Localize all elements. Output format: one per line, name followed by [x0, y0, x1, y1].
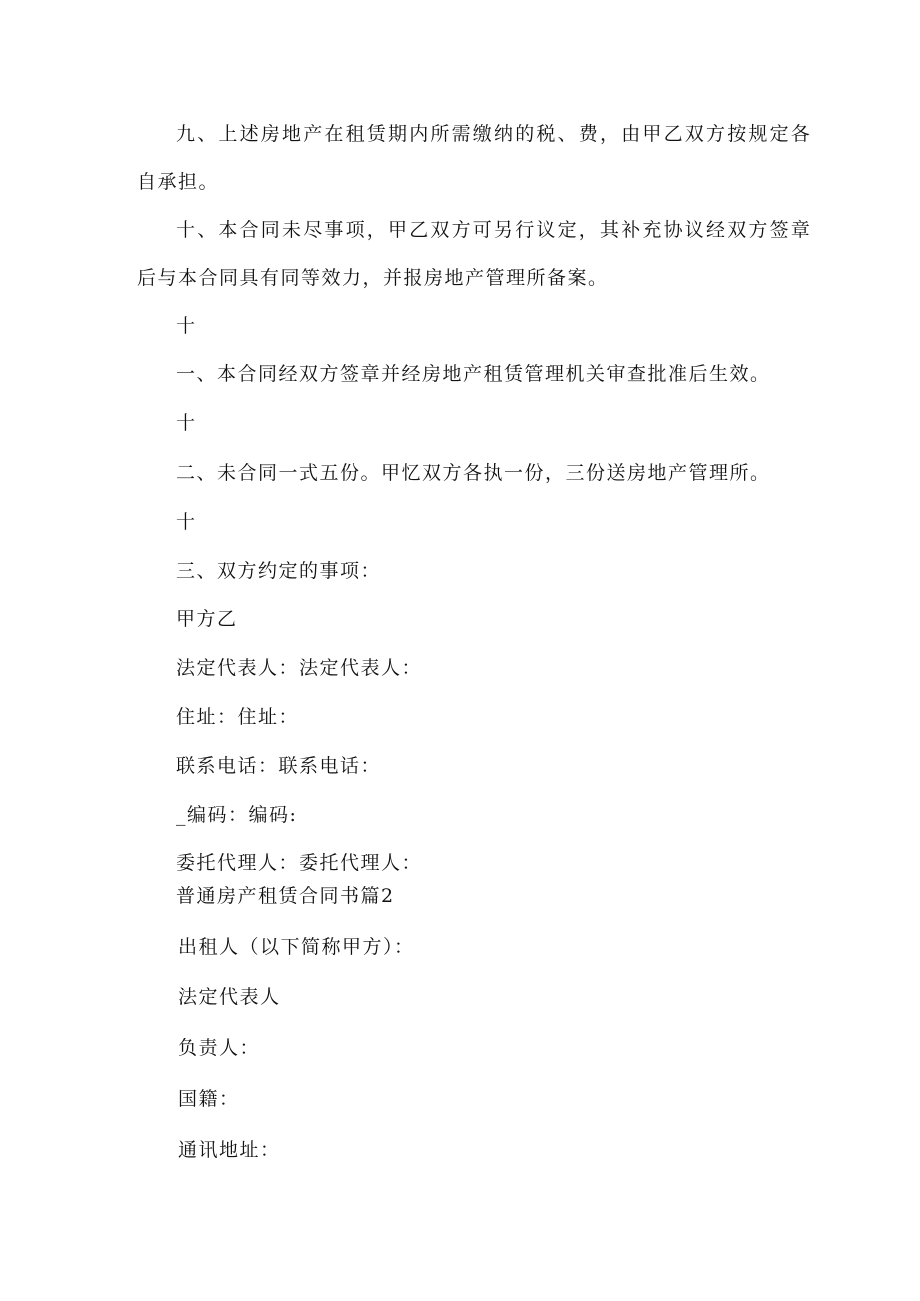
party-label: 甲方乙 [176, 608, 238, 630]
address-line: 住址：住址： [176, 706, 300, 728]
phone-line: 联系电话：联系电话： [176, 755, 382, 777]
clause-13-number: 十 [176, 511, 197, 533]
nationality-field: 国籍： [178, 1088, 240, 1110]
section-title: 普通房产租赁合同书篇2 [176, 885, 395, 907]
agent-line: 委托代理人：委托代理人： [176, 852, 423, 874]
legal-rep-field: 法定代表人 [178, 986, 281, 1008]
responsible-person-field: 负责人： [178, 1037, 261, 1059]
clause-11-text: 一、本合同经双方签章并经房地产租赁管理机关审查批准后生效。 [176, 363, 771, 385]
mailing-address-field: 通讯地址： [178, 1139, 281, 1161]
clause-12-text: 二、未合同一式五份。甲忆双方各执一份，三份送房地产管理所。 [176, 462, 771, 484]
postal-code-line: _编码：编码: [176, 804, 298, 826]
clause-12-number: 十 [176, 412, 197, 434]
clause-11-number: 十 [176, 315, 197, 337]
clause-9-line-2: 自承担。 [137, 171, 220, 193]
clause-9-line-1: 九、上述房地产在租赁期内所需缴纳的税、费，由甲乙双方按规定各 [176, 123, 813, 145]
clause-10-line-1: 十、本合同未尽事项，甲乙双方可另行议定，其补充协议经双方签章 [176, 219, 813, 241]
lessor-line: 出租人（以下简称甲方）： [178, 936, 415, 958]
clause-10-line-2: 后与本合同具有同等效力，并报房地产管理所备案。 [137, 267, 609, 289]
legal-representative-line: 法定代表人：法定代表人： [176, 657, 423, 679]
clause-13-text: 三、双方约定的事项： [176, 560, 382, 582]
